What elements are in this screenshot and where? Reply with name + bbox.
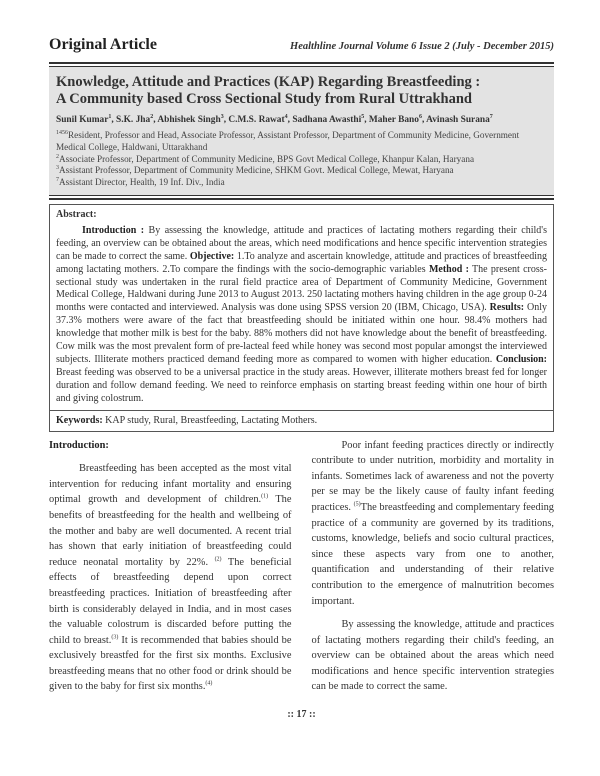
- left-column: [49, 438, 292, 704]
- article-type: Original Article: [49, 36, 157, 53]
- affiliations: [56, 130, 547, 189]
- right-column: [312, 438, 555, 704]
- author-list: [56, 114, 547, 126]
- author: Abhishek Singh$^3$,: [157, 113, 229, 125]
- page-header: [49, 36, 554, 54]
- abstract-heading: Abstract:: [56, 208, 97, 220]
- affiliation: $^2$Associate Professor, Department of Community Medicine, BPS Govt Medical College, Khanpur Kalan, Haryana: [56, 153, 475, 164]
- divider: [49, 195, 554, 200]
- author: Maher Bano$^6$,: [368, 113, 427, 125]
- article-title: [56, 74, 547, 108]
- affiliation: $^7$Assistant Director, Health, 19 Inf. Div., India: [56, 177, 225, 188]
- author: S.K. Jha$^2$,: [116, 113, 158, 125]
- abstract-box: [49, 204, 554, 432]
- paragraph: Poor infant feeding practices directly or indirectly contribute to under nutrition, morbidity and mortality in infants. Sometimes lack of awareness and not the poverty per se may be the likely cause of faulty infant feeding practices. $^{(5)}$The breastfeeding and complementary feeding practice of a community are governed by its traditions, customs, knowledge, beliefs and socio cultural practices, since these aspects vary from one to another, quantification and understanding of their relative contribution to the emergence of malnutrition becomes important.: [311, 439, 554, 607]
- author: Sunil Kumar$^1$,: [56, 113, 117, 125]
- title-line: A Community based Cross Sectional Study from Rural Uttrakhand: [56, 91, 472, 107]
- author: Avinash Surana$^7$: [426, 113, 493, 125]
- section-heading: Introduction:: [49, 439, 109, 451]
- author: Sadhana Awasthi$^5$,: [292, 113, 369, 125]
- paragraph: Breastfeeding has been accepted as the most vital intervention for reducing infant mortality and ensuring optimal growth and development of children.$^{(1)}$ The benefits of breastfeeding for the health and wellbeing of the mother and baby are well documented. A recent trial has shown that early initiation of breastfeeding could reduce neonatal mortality by 22%. $^{(2)}$ The beneficial effects of breastfeeding depend upon correct breastfeeding practices. Initiation of breastfeeding after birth is considerably delayed in India, and in most cases the valuable colostrum is discarded before putting the child to breast.$^{(3)}$ It is recommended that babies should be exclusively breastfed for the first six months. Exclusive breastfeeding means that no other food or drink should be given to the baby for first six months.$^{(4)}$: [49, 463, 292, 693]
- abstract-text: Introduction : By assessing the knowledge, attitude and practices of lactating mothers regarding their child's feeding, an overview can be obtained about the areas, which need modifications and hence specific intervention strategies can be made to correct the same. Objective: 1.To analyze and ascertain knowledge, attitude and practices of breastfeeding among lactating mothers. 2.To compare the findings with the socio-demographic variables Method : The present cross-sectional study was undertaken in the rural field practice area of Department of Community Medicine, Government Medical College, Haldwani during June 2013 to August 2013. 250 lactating mothers having children in the age group 0-24 months were contacted and interviewed. Analysis was done using SPSS version 20 (IBM, Chicago, USA). Results: Only 37.3% mothers were aware of the fact that breastfeeding should be initiated within one hour. 98.4% mothers had knowledge that mother milk is best for the baby. 88% mothers did not have knowledge about the benefit of breastfeeding. Cow milk was the most prevalent form of pre-lacteal feed while honey was second most popular amongst the interviewed subjects. Illiterate mothers practiced demand feeding more as compared to women with higher education. Conclusion: Breast feeding was observed to be a universal practice in the study areas. However, illiterate mothers breast fed for longer duration and follow demand feeding. We need to reinforce emphasis on starting breast feeding within one hour of birth and giving colostrum.: [56, 224, 548, 404]
- title-block: [49, 67, 554, 195]
- paragraph: By assessing the knowledge, attitude and practices of lactating mothers regarding their child's feeding, an overview can be obtained about the areas which need modifications and hence specific intervention strategies can be made to correct the same.: [311, 619, 554, 693]
- affiliation: $^3$Assistant Professor, Department of Community Medicine, SHKM Govt. Medical College, Mewat, Haryana: [56, 165, 454, 176]
- body-columns: [49, 438, 554, 704]
- title-line: Knowledge, Attitude and Practices (KAP) Regarding Breastfeeding :: [56, 74, 481, 90]
- page-number: :: 17 ::: [287, 709, 316, 721]
- keywords: Keywords: KAP study, Rural, Breastfeeding, Lactating Mothers.: [50, 410, 553, 431]
- affiliation: $^{1456}$Resident, Professor and Head, Associate Professor, Assistant Professor, Department of Community Medicine, Government Medical College, Haldwani, Uttarakhand: [56, 129, 520, 152]
- journal-citation: Healthline Journal Volume 6 Issue 2 (July - December 2015): [290, 41, 554, 52]
- author: C.M.S. Rawat$^4$,: [228, 113, 293, 125]
